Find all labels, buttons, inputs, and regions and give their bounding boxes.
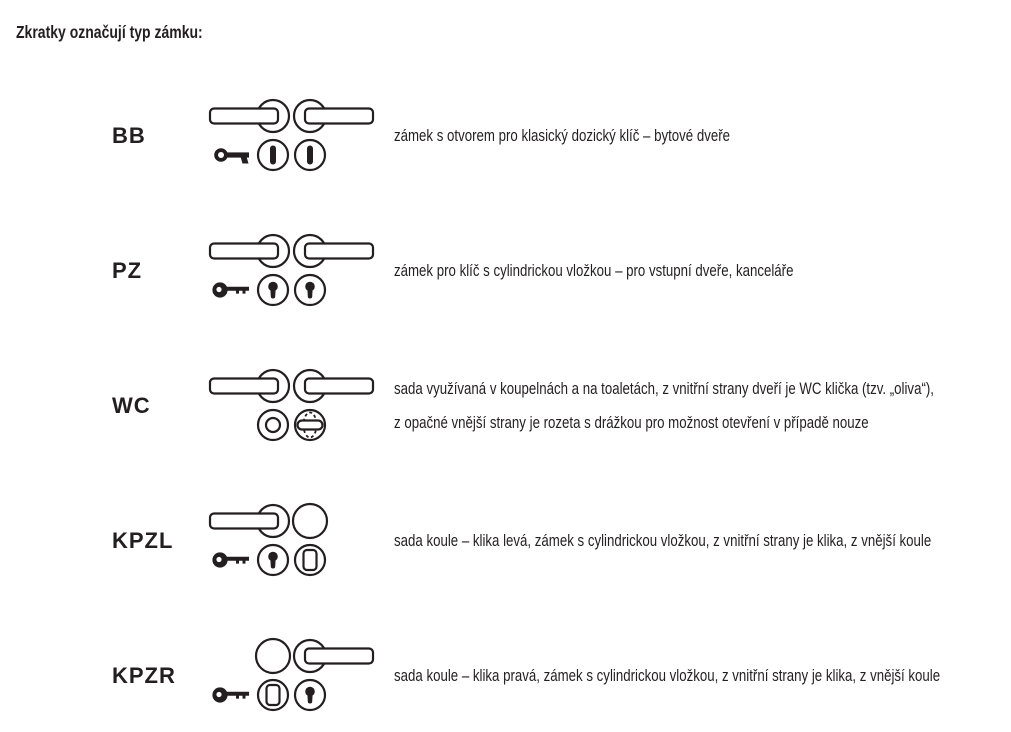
groove-rosette-icon [258,410,288,440]
cylinder-key-icon [212,687,249,702]
cylinder-keyhole-rosette-icon [295,275,325,305]
blank-rosette-icon [295,545,325,575]
description-line: zámek s otvorem pro klasický dozický klíč – bytové dveře [394,126,731,145]
lock-type-row-bb [0,96,1011,176]
cylinder-keyhole-rosette-icon [258,545,288,575]
lock-description [394,531,1011,551]
lever-handle-left-icon [210,370,289,402]
ball-knob-icon [293,504,327,538]
lever-handle-right-icon [294,370,373,402]
lock-description [394,261,906,281]
lock-type-row-wc [0,366,1011,446]
lever-handle-left-icon [210,505,289,537]
cylinder-key-icon [212,282,249,297]
lock-description [394,666,1011,686]
lock-type-row-kpzl [0,501,1011,581]
lever-handle-right-icon [294,100,373,132]
description-line: z opačné vnější strany je rozeta s drážkou pro možnost otevření v případě nouze [394,413,869,432]
lock-description [394,126,825,146]
lock-code-label: BB [112,123,146,148]
ball-knob-icon [256,639,290,673]
lever-handle-right-icon [294,235,373,267]
blank-rosette-icon [258,680,288,710]
lock-hardware-illustration-kpzl [205,501,375,581]
description-line: sada koule – klika pravá, zámek s cylindrickou vložkou, z vnitřní strany je klika, z vnější koule [394,666,941,685]
lock-hardware-illustration-kpzr [205,636,375,716]
lock-type-row-pz [0,231,1011,311]
lock-hardware-illustration-pz [205,231,375,311]
lever-handle-left-icon [210,235,289,267]
lock-code-label: KPZR [112,663,176,688]
bit-keyhole-rosette-icon [258,140,288,170]
description-line: zámek pro klíč s cylindrickou vložkou – pro vstupní dveře, kanceláře [394,261,794,280]
lock-hardware-illustration-bb [205,96,375,176]
description-line: sada využívaná v koupelnách a na toaletách, z vnitřní strany dveří je WC klička (tzv. „oliva“), [394,379,934,398]
cylinder-keyhole-rosette-icon [295,680,325,710]
wc-oliva-knob-rosette-icon [295,410,325,440]
bit-keyhole-rosette-icon [295,140,325,170]
lock-type-row-kpzr [0,636,1011,716]
lock-code-label: KPZL [112,528,174,553]
description-line: sada koule – klika levá, zámek s cylindrickou vložkou, z vnitřní strany je klika, z vnější koule [394,531,932,550]
cylinder-key-icon [212,552,249,567]
lock-code-label: PZ [112,258,143,283]
lock-hardware-illustration-wc [205,366,375,446]
lock-code-label: WC [112,393,151,418]
lever-handle-left-icon [210,100,289,132]
lever-handle-right-icon [294,640,373,672]
cylinder-keyhole-rosette-icon [258,275,288,305]
bit-key-icon [214,148,249,163]
page-title: Zkratky označují typ zámku: [16,22,203,42]
lock-description [394,372,1011,440]
